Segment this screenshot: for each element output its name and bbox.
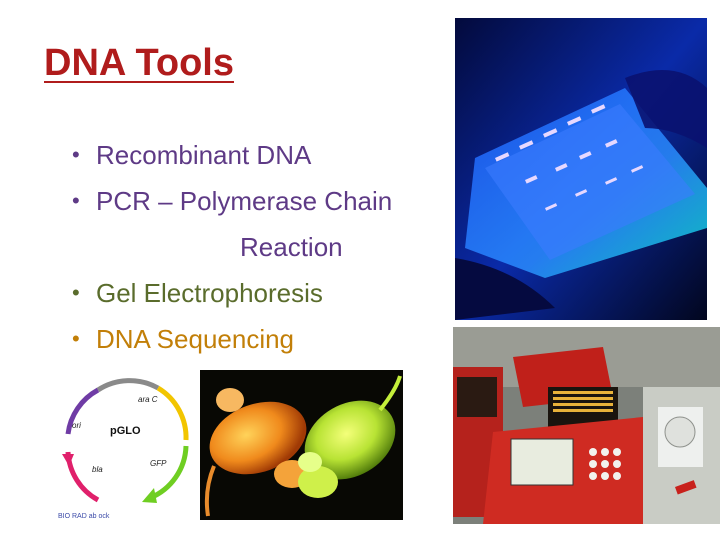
bullet-text: Recombinant DNA (96, 140, 312, 170)
plasmid-credit: BIO RAD ab ock (58, 513, 110, 520)
tape-roll (665, 417, 695, 447)
pcr-image-svg (453, 327, 720, 524)
plasmid-label-arac: ara C (138, 395, 158, 404)
pcr-display-panel (511, 439, 573, 485)
green-mouse-ear (298, 452, 322, 472)
plasmid-ring-svg (58, 372, 198, 522)
orange-mouse-ear (216, 388, 244, 412)
pcr-machine-photo (453, 327, 720, 524)
plasmid-label-ori: ori (72, 421, 81, 430)
plasmid-segment-yellow (158, 388, 186, 440)
glowing-mice-photo (200, 370, 403, 520)
bullet-text: Gel Electrophoresis (96, 278, 323, 308)
bullet-glyph: • (72, 280, 80, 305)
mice-image-svg (200, 370, 403, 520)
gel-electrophoresis-photo (455, 18, 707, 320)
bullet-text: PCR – Polymerase Chain (96, 186, 393, 216)
plasmid-label-bla: bla (92, 465, 103, 474)
plasmid-center-label: pGLO (110, 425, 141, 437)
plasmid-arrow-green (142, 488, 157, 503)
green-mouse-head (298, 466, 338, 498)
gel-image-svg (455, 18, 707, 320)
plasmid-label-gfp: GFP (150, 459, 167, 468)
bullet-continuation: Reaction (240, 232, 343, 262)
pcr-keypad (589, 448, 621, 480)
pcr-left-grid (457, 377, 497, 417)
plasmid-segment-green (150, 446, 186, 498)
plasmid-diagram (58, 372, 198, 522)
bullet-text: DNA Sequencing (96, 324, 295, 354)
plasmid-segment-pink (68, 452, 98, 500)
bullet-glyph: • (72, 326, 80, 351)
slide-title: DNA Tools (44, 42, 234, 84)
bullet-glyph: • (72, 188, 80, 213)
plasmid-segment-grey (98, 381, 158, 390)
bullet-glyph: • (72, 142, 80, 167)
